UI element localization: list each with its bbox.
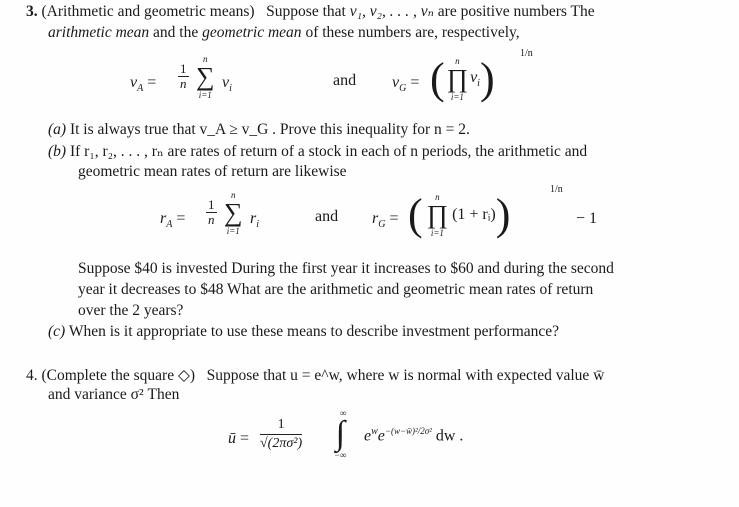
var-v: v (222, 74, 230, 91)
part-b-line-2: geometric mean rates of return are likewise (78, 163, 347, 180)
product-group (430, 56, 495, 102)
problem-4-title: (Complete the square ◇) (41, 367, 196, 384)
summation (224, 190, 243, 236)
product-icon: ∏ (446, 64, 469, 93)
exponent-1-over-n: 1/n (550, 184, 563, 195)
var-u-bar: ū (228, 430, 236, 447)
part-c-text: When is it appropriate to use these means to describe investment performance? (68, 323, 560, 340)
sigma-icon: ∑ (224, 198, 243, 227)
prod-lower: i=1 (450, 92, 464, 102)
prod-lower: i=1 (430, 228, 444, 238)
frac-num: 1 (260, 416, 302, 435)
part-a-label: (a) (48, 121, 67, 138)
frac-den: n (208, 212, 215, 227)
int-lower: −∞ (334, 450, 347, 460)
part-b-text-1: If r₁, r₂, . . . , rₙ are rates of return of a stock in each of n periods, the arithmetic and (69, 143, 588, 160)
exp-base: e (377, 427, 385, 445)
frac-num: 1 (208, 197, 215, 212)
sum-term (250, 210, 259, 230)
eq-vG: $v_G$ = (392, 74, 420, 95)
equation-rate-means (160, 184, 620, 252)
sum-upper: n (231, 190, 236, 200)
part-b-line-1 (48, 142, 587, 161)
eq-u-bar: ū = (228, 430, 250, 447)
integral-icon: ∫ (335, 415, 345, 452)
problem-3-intro-b: are positive numbers The (437, 3, 595, 20)
problem-4-line-2: and variance σ² Then (48, 386, 180, 403)
right-paren: ) (479, 54, 495, 103)
text-fragment: and the (153, 24, 199, 41)
exp-base: e (364, 427, 372, 445)
sub-i: i (477, 78, 480, 90)
exp-w: w (371, 426, 378, 437)
minus-one: − 1 (576, 210, 598, 227)
part-b-para-3: over the 2 years? (78, 302, 184, 319)
var-r: r (372, 210, 379, 227)
right-paren: ) (495, 190, 511, 239)
differential: dw . (435, 427, 464, 445)
fraction-1-over-n (206, 198, 217, 227)
eq-vA: $v_A$ = (130, 74, 157, 95)
frac-num: 1 (180, 61, 187, 76)
frac-den: √(2πσ²) (260, 436, 303, 451)
prod-term: (1 + rᵢ) (452, 206, 496, 223)
problem-4-number: 4. (26, 367, 38, 384)
sigma-icon: ∑ (196, 62, 215, 91)
problem-3-line-1 (26, 2, 595, 21)
equation-expected-u (228, 408, 528, 468)
sum-lower: i=1 (198, 90, 212, 100)
problem-4-text-1: Suppose that u = e^w, where w is normal with expected value w̄ (206, 367, 605, 384)
problem-3-vars: v₁, v₂, . . . , vₙ (349, 3, 434, 20)
problem-3-number: 3. (26, 3, 38, 20)
part-a-text: It is always true that v_A ≥ v_G . Prove this inequality for n = 2. (69, 121, 470, 138)
sub-i: i (256, 219, 260, 231)
eq-rA: $r_A$ = (160, 210, 186, 231)
product-icon: ∏ (426, 200, 449, 229)
equation-mean-definitions (130, 48, 550, 116)
connector-and: and (333, 72, 357, 89)
fraction-normalizer (260, 416, 302, 453)
frac-den: n (180, 76, 187, 91)
var-r: r (160, 210, 167, 227)
text-fragment: of these numbers are, respectively, (305, 24, 520, 41)
connector-and: and (315, 208, 339, 225)
sum-upper: n (203, 54, 208, 64)
var-v: v (470, 68, 478, 86)
problem-3-line-2 (48, 24, 520, 42)
part-c-label: (c) (48, 323, 66, 340)
part-b-para-2: year it decreases to $48 What are the arithmetic and geometric mean rates of return (78, 281, 594, 298)
var-v: v (392, 74, 400, 91)
var-r: r (250, 210, 257, 227)
term-arithmetic-mean: arithmetic mean (48, 24, 150, 41)
summation (196, 54, 215, 100)
prod-upper: n (435, 192, 440, 202)
exp-gaussian: −(w−w̄)²/2σ² (384, 426, 432, 436)
sum-term (222, 74, 232, 94)
fraction-1-over-n (178, 62, 189, 91)
sub-G: G (378, 219, 386, 231)
var-v: v (130, 74, 138, 91)
eq-rG: $r_G$ = (372, 210, 399, 231)
prod-upper: n (455, 56, 460, 66)
problem-3-intro-a: Suppose that (266, 3, 346, 20)
problem-4-line-1 (26, 366, 604, 385)
part-b-para-1: Suppose $40 is invested During the first year it increases to $60 and during the second (78, 260, 614, 277)
part-b-label: (b) (48, 143, 67, 160)
part-c (48, 323, 559, 341)
int-upper: ∞ (340, 408, 347, 418)
product-group (408, 192, 510, 238)
sub-A: A (137, 83, 144, 95)
sub-G: G (399, 83, 407, 95)
term-geometric-mean: geometric mean (202, 24, 302, 41)
sub-i: i (229, 83, 232, 95)
left-paren: ( (408, 190, 423, 239)
problem-3-title: (Arithmetic and geometric means) (41, 3, 255, 20)
integrand (364, 426, 463, 445)
part-a (48, 121, 470, 139)
integral (334, 408, 347, 460)
sum-lower: i=1 (226, 226, 240, 236)
sub-A: A (166, 219, 173, 231)
exponent-1-over-n: 1/n (520, 48, 533, 59)
left-paren: ( (430, 54, 445, 103)
